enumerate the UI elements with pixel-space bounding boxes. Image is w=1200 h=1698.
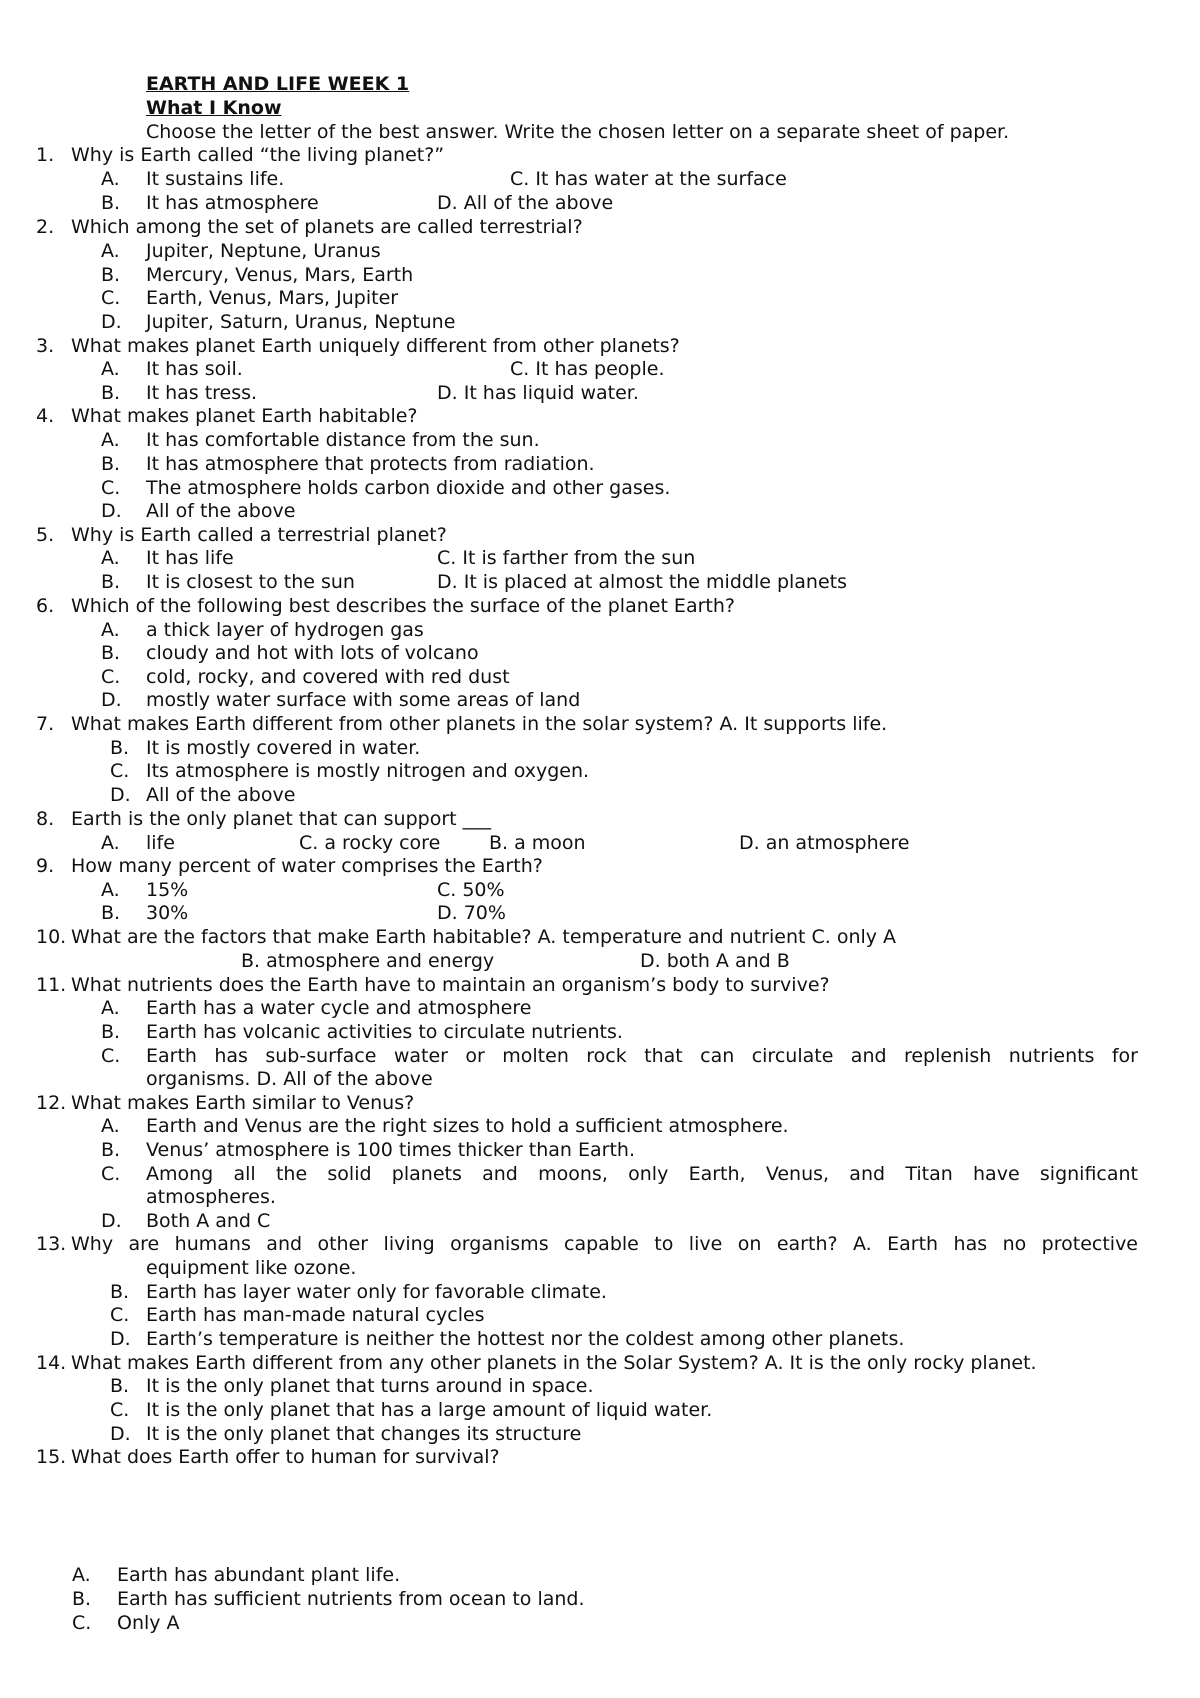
question-number: 3.: [36, 335, 55, 357]
choice-text: It is the only planet that has a large amount of liquid water.: [146, 1399, 713, 1421]
choice-text: cold, rocky, and covered with red dust: [146, 666, 510, 688]
choice-letter: C.: [101, 666, 121, 688]
question-number: 9.: [36, 855, 55, 877]
choice-letter: A.: [101, 879, 120, 901]
choice-letter: C.: [101, 1163, 121, 1185]
question-text-continued: equipment like ozone.: [146, 1257, 357, 1279]
question-number: 7.: [36, 713, 55, 735]
choice-text: B. a moon: [489, 832, 586, 854]
question-text: What makes planet Earth habitable?: [71, 405, 418, 427]
choice-text: Earth has a water cycle and atmosphere: [146, 997, 532, 1019]
choice-text: It is mostly covered in water.: [146, 737, 421, 759]
question-number: 2.: [36, 216, 55, 238]
question-text: Why are humans and other living organisms capable to live on earth? A. Earth has no protective: [71, 1233, 1138, 1255]
question-text: Which among the set of planets are called terrestrial?: [71, 216, 583, 238]
choice-letter: B.: [101, 642, 121, 664]
choice-letter: C.: [101, 287, 121, 309]
choice-letter: C.: [110, 1399, 130, 1421]
question-number: 14.: [36, 1352, 67, 1374]
question-number: 4.: [36, 405, 55, 427]
choice-letter: C.: [101, 477, 121, 499]
question-number: 5.: [36, 524, 55, 546]
choice-letter: D.: [110, 1328, 131, 1350]
question-number: 6.: [36, 595, 55, 617]
choice-letter: D.: [101, 1210, 122, 1232]
choice-letter: A.: [101, 168, 120, 190]
choice-letter: C.: [110, 760, 130, 782]
choice-text: life: [146, 832, 175, 854]
choice-letter: B.: [110, 1375, 130, 1397]
choice-letter: B.: [101, 1139, 121, 1161]
question-number: 10.: [36, 926, 67, 948]
question-number: 12.: [36, 1092, 67, 1114]
choice-letter: A.: [101, 240, 120, 262]
choice-text: D. both A and B: [640, 950, 790, 972]
choice-letter: D.: [101, 500, 122, 522]
choice-text: Earth has abundant plant life.: [117, 1564, 401, 1586]
choice-text: mostly water surface with some areas of land: [146, 689, 581, 711]
choice-text-continued: organisms. D. All of the above: [146, 1068, 433, 1090]
question-text: Which of the following best describes the surface of the planet Earth?: [71, 595, 735, 617]
choice-text: Earth has sufficient nutrients from ocean to land.: [117, 1588, 585, 1610]
choice-text: It sustains life.: [146, 168, 285, 190]
choice-letter: D.: [110, 784, 131, 806]
choice-text: 30%: [146, 902, 189, 924]
choice-text: All of the above: [146, 784, 296, 806]
choice-text: All of the above: [146, 500, 296, 522]
choice-letter: B.: [72, 1588, 92, 1610]
choice-text: It is the only planet that changes its structure: [146, 1423, 582, 1445]
question-number: 15.: [36, 1446, 67, 1468]
choice-letter: D.: [110, 1423, 131, 1445]
choice-letter: A.: [101, 997, 120, 1019]
choice-text: It is the only planet that turns around in space.: [146, 1375, 594, 1397]
question-text: What makes Earth similar to Venus?: [71, 1092, 415, 1114]
choice-text: cloudy and hot with lots of volcano: [146, 642, 479, 664]
question-number: 13.: [36, 1233, 67, 1255]
choice-text: Earth has sub-surface water or molten rock that can circulate and replenish nutrients for: [146, 1045, 1138, 1067]
choice-letter: D.: [101, 689, 122, 711]
question-text: Why is Earth called “the living planet?”: [71, 144, 445, 166]
choice-text: Earth, Venus, Mars, Jupiter: [146, 287, 399, 309]
instructions: Choose the letter of the best answer. Write the chosen letter on a separate sheet of paper.: [146, 121, 1010, 143]
choice-text: C. a rocky core: [299, 832, 441, 854]
question-text: Why is Earth called a terrestrial planet?: [71, 524, 447, 546]
choice-letter: C.: [110, 1304, 130, 1326]
choice-text: a thick layer of hydrogen gas: [146, 619, 424, 641]
choice-text: It is closest to the sun: [146, 571, 355, 593]
choice-text: Earth has layer water only for favorable climate.: [146, 1281, 607, 1303]
question-number: 1.: [36, 144, 55, 166]
choice-text: Only A: [117, 1612, 180, 1634]
question-number: 8.: [36, 808, 55, 830]
choice-text: D. 70%: [437, 902, 506, 924]
choice-text: C. 50%: [437, 879, 505, 901]
question-text: What are the factors that make Earth habitable? A. temperature and nutrient C. only A: [71, 926, 897, 948]
choice-text: Earth and Venus are the right sizes to hold a sufficient atmosphere.: [146, 1115, 789, 1137]
choice-text: Its atmosphere is mostly nitrogen and oxygen.: [146, 760, 590, 782]
section-heading: What I Know: [146, 97, 282, 119]
choice-text: The atmosphere holds carbon dioxide and other gases.: [146, 477, 671, 499]
choice-letter: C.: [72, 1612, 92, 1634]
choice-text: Among all the solid planets and moons, only Earth, Venus, and Titan have significant: [146, 1163, 1138, 1185]
choice-letter: A.: [101, 429, 120, 451]
question-text: What makes Earth different from other planets in the solar system? A. It supports life.: [71, 713, 888, 735]
choice-letter: C.: [101, 1045, 121, 1067]
choice-letter: B.: [101, 571, 121, 593]
choice-text: Jupiter, Saturn, Uranus, Neptune: [146, 311, 456, 333]
choice-text: It has life: [146, 547, 234, 569]
choice-letter: A.: [101, 547, 120, 569]
choice-text: Earth has volcanic activities to circulate nutrients.: [146, 1021, 623, 1043]
choice-text: Earth has man-made natural cycles: [146, 1304, 485, 1326]
choice-letter: B.: [110, 1281, 130, 1303]
question-text: How many percent of water comprises the Earth?: [71, 855, 543, 877]
choice-letter: B.: [101, 902, 121, 924]
choice-text: C. It is farther from the sun: [437, 547, 696, 569]
choice-text: Earth’s temperature is neither the hottest nor the coldest among other planets.: [146, 1328, 905, 1350]
choice-text-continued: atmospheres.: [146, 1186, 276, 1208]
choice-letter: B.: [110, 737, 130, 759]
choice-letter: A.: [101, 832, 120, 854]
choice-letter: B.: [101, 264, 121, 286]
choice-text: D. It has liquid water.: [437, 382, 639, 404]
question-text: What nutrients does the Earth have to maintain an organism’s body to survive?: [71, 974, 830, 996]
choice-text: D. All of the above: [437, 192, 614, 214]
choice-text: It has soil.: [146, 358, 243, 380]
choice-text: 15%: [146, 879, 189, 901]
question-number: 11.: [36, 974, 67, 996]
question-text: What does Earth offer to human for survival?: [71, 1446, 500, 1468]
choice-text: It has atmosphere: [146, 192, 319, 214]
choice-letter: A.: [101, 358, 120, 380]
choice-text: Mercury, Venus, Mars, Earth: [146, 264, 414, 286]
question-text: What makes planet Earth uniquely different from other planets?: [71, 335, 680, 357]
choice-text: Venus’ atmosphere is 100 times thicker than Earth.: [146, 1139, 635, 1161]
choice-letter: A.: [101, 619, 120, 641]
choice-text: C. It has water at the surface: [510, 168, 787, 190]
choice-letter: A.: [72, 1564, 91, 1586]
question-text: What makes Earth different from any other planets in the Solar System? A. It is the only rocky planet.: [71, 1352, 1037, 1374]
choice-text: It has tress.: [146, 382, 258, 404]
choice-letter: B.: [101, 453, 121, 475]
choice-text: Both A and C: [146, 1210, 271, 1232]
choice-text: C. It has people.: [510, 358, 665, 380]
question-text: Earth is the only planet that can support ___: [71, 808, 492, 830]
worksheet-title: EARTH AND LIFE WEEK 1: [146, 73, 410, 95]
choice-text: It has comfortable distance from the sun.: [146, 429, 540, 451]
choice-letter: A.: [101, 1115, 120, 1137]
choice-text: It has atmosphere that protects from radiation.: [146, 453, 595, 475]
choice-text: D. an atmosphere: [739, 832, 910, 854]
choice-letter: B.: [101, 1021, 121, 1043]
choice-letter: B.: [101, 382, 121, 404]
choice-text: D. It is placed at almost the middle planets: [437, 571, 848, 593]
choice-text: Jupiter, Neptune, Uranus: [146, 240, 381, 262]
choice-letter: B.: [101, 192, 121, 214]
choice-text: B. atmosphere and energy: [241, 950, 495, 972]
choice-letter: D.: [101, 311, 122, 333]
